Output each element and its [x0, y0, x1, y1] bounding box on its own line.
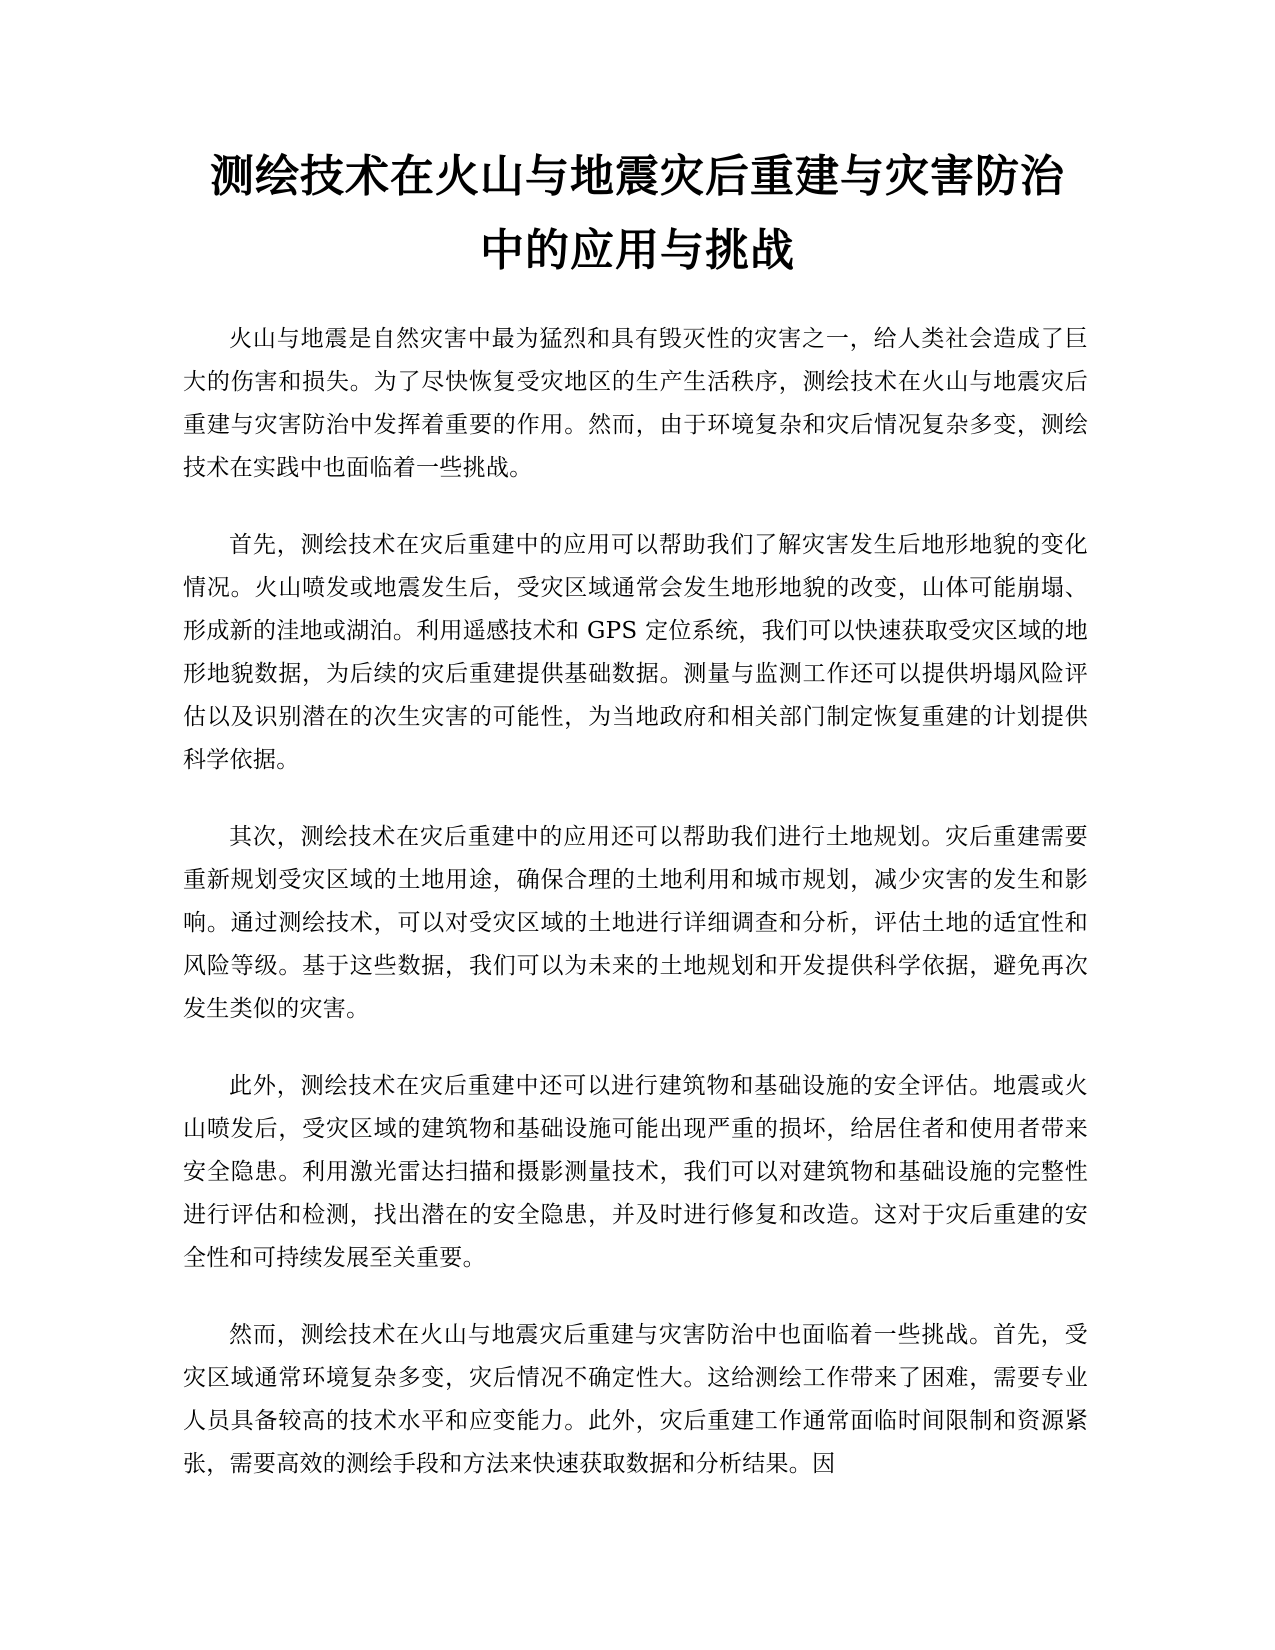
document-body [183, 318, 1088, 1520]
paragraph-2: 首先，测绘技术在灾后重建中的应用可以帮助我们了解灾害发生后地形地貌的变化情况。火山喷发或地震发生后，受灾区域通常会发生地形地貌的改变，山体可能崩塌、形成新的洼地或湖泊。利用遥感技术和 GPS 定位系统，我们可以快速获取受灾区域的地形地貌数据，为后续的灾后重建提供基础数据。测量与监测工作还可以提供坍塌风险评估以及识别潜在的次生灾害的可能性，为当地政府和相关部门制定恢复重建的计划提供科学依据。 [183, 532, 1088, 773]
paragraph-4: 此外，测绘技术在灾后重建中还可以进行建筑物和基础设施的安全评估。地震或火山喷发后，受灾区域的建筑物和基础设施可能出现严重的损坏，给居住者和使用者带来安全隐患。利用激光雷达扫描和摄影测量技术，我们可以对建筑物和基础设施的完整性进行评估和检测，找出潜在的安全隐患，并及时进行修复和改造。这对于灾后重建的安全性和可持续发展至关重要。 [183, 1073, 1088, 1271]
paragraph-1: 火山与地震是自然灾害中最为猛烈和具有毁灭性的灾害之一，给人类社会造成了巨大的伤害和损失。为了尽快恢复受灾地区的生产生活秩序，测绘技术在火山与地震灾后重建与灾害防治中发挥着重要的作用。然而，由于环境复杂和灾后情况复杂多变，测绘技术在实践中也面临着一些挑战。 [183, 326, 1088, 481]
document-title [150, 140, 1125, 288]
title-line-1: 测绘技术在火山与地震灾后重建与灾害防治 [210, 151, 1065, 202]
paragraph-3: 其次，测绘技术在灾后重建中的应用还可以帮助我们进行土地规划。灾后重建需要重新规划受灾区域的土地用途，确保合理的土地利用和城市规划，减少灾害的发生和影响。通过测绘技术，可以对受灾区域的土地进行详细调查和分析，评估土地的适宜性和风险等级。基于这些数据，我们可以为未来的土地规划和开发提供科学依据，避免再次发生类似的灾害。 [183, 824, 1088, 1022]
title-line-2: 中的应用与挑战 [480, 225, 795, 276]
paragraph-5: 然而，测绘技术在火山与地震灾后重建与灾害防治中也面临着一些挑战。首先，受灾区域通常环境复杂多变，灾后情况不确定性大。这给测绘工作带来了困难，需要专业人员具备较高的技术水平和应变能力。此外，灾后重建工作通常面临时间限制和资源紧张，需要高效的测绘手段和方法来快速获取数据和分析结果。因 [183, 1322, 1088, 1477]
